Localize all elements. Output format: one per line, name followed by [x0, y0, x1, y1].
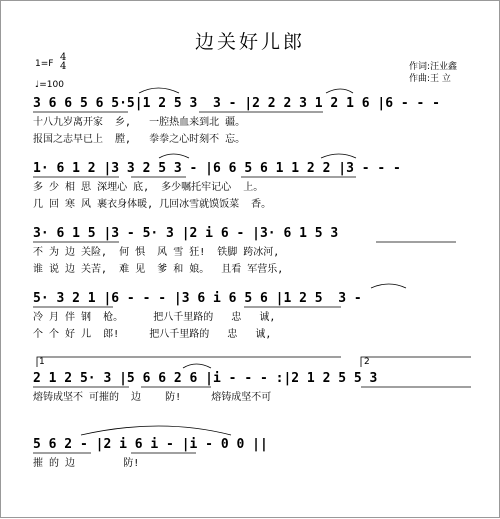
notation-line: 1· 6 1 2 |3 3 2 5 3 - |6 6 5 6 1 1 2 2 |3 - - -	[33, 161, 409, 176]
lyric-verse-1: 多 少 相 思 深埋心 底, 多少嘱托牢记心 上。	[33, 182, 264, 193]
notation-marks	[1, 1, 500, 519]
lyric-verse-1: 冷 月 伴 钢 枪。 把八千里路的 忠 诚,	[33, 312, 276, 323]
lyric-verse-2: 报国之志早已上 膛, 拳拳之心时刻不 忘。	[33, 134, 246, 145]
notation-line: 2 1 2 5· 3 |5 6 6 2 6 |i - - - :|2 1 2 5 5 3	[33, 371, 386, 386]
notation-line: 3 6 6 5 6 5·5|1 2 5 3 3 - |2 2 2 3 1 2 1 6 |6 - - -	[33, 96, 448, 111]
lyric-verse-2: 几 回 寒 风 裹衣身体暖, 几回冰雪就馍饭菜 香。	[33, 199, 272, 210]
slur	[139, 88, 179, 93]
lyric-verse-1: 十八九岁离开家 乡, 一腔热血来到北 疆。	[33, 117, 246, 128]
tempo-marking: ♩=100	[35, 80, 64, 90]
lyric-verse-1: 摧 的 边 防!	[33, 458, 140, 469]
slur	[326, 89, 353, 93]
key-signature: 1=F	[35, 59, 54, 69]
volta-2-bracket	[361, 357, 471, 367]
notation-line: 5 6 2 - |2 i 6 i - |i - 0 0 ||	[33, 437, 268, 452]
slur	[321, 154, 356, 158]
notation-line: 5· 3 2 1 |6 - - - |3 6 i 6 5 6 |1 2 5 3 -	[33, 291, 370, 306]
composer: 作曲:王 立	[409, 74, 451, 84]
lyric-verse-1: 熔铸成坚不 可摧的 边 防! 熔铸成坚不可	[33, 392, 272, 403]
slur	[371, 284, 406, 288]
lyric-verse-2: 个 个 好 儿 郎! 把八千里路的 忠 诚,	[33, 329, 272, 340]
lyricist: 作词:汪业鑫	[409, 62, 458, 72]
slur	[159, 154, 189, 158]
notation-line: 3· 6 1 5 |3 - 5· 3 |2 i 6 - |3· 6 1 5 3	[33, 226, 347, 241]
song-title: 边关好儿郎	[194, 31, 305, 53]
slur	[81, 426, 231, 435]
time-signature-top: 4	[60, 52, 67, 63]
lyric-verse-1: 不 为 边 关险, 何 惧 风 雪 狂! 铁脚 跨冰河,	[33, 247, 280, 258]
lyric-verse-2: 谁 说 边 关苦, 难 见 爹 和 娘。 且看 军营乐,	[33, 264, 284, 275]
volta-1-label: 1	[39, 357, 45, 367]
slur	[183, 364, 211, 368]
time-signature-bottom: 4	[60, 61, 67, 72]
volta-2-label: 2	[364, 357, 370, 367]
